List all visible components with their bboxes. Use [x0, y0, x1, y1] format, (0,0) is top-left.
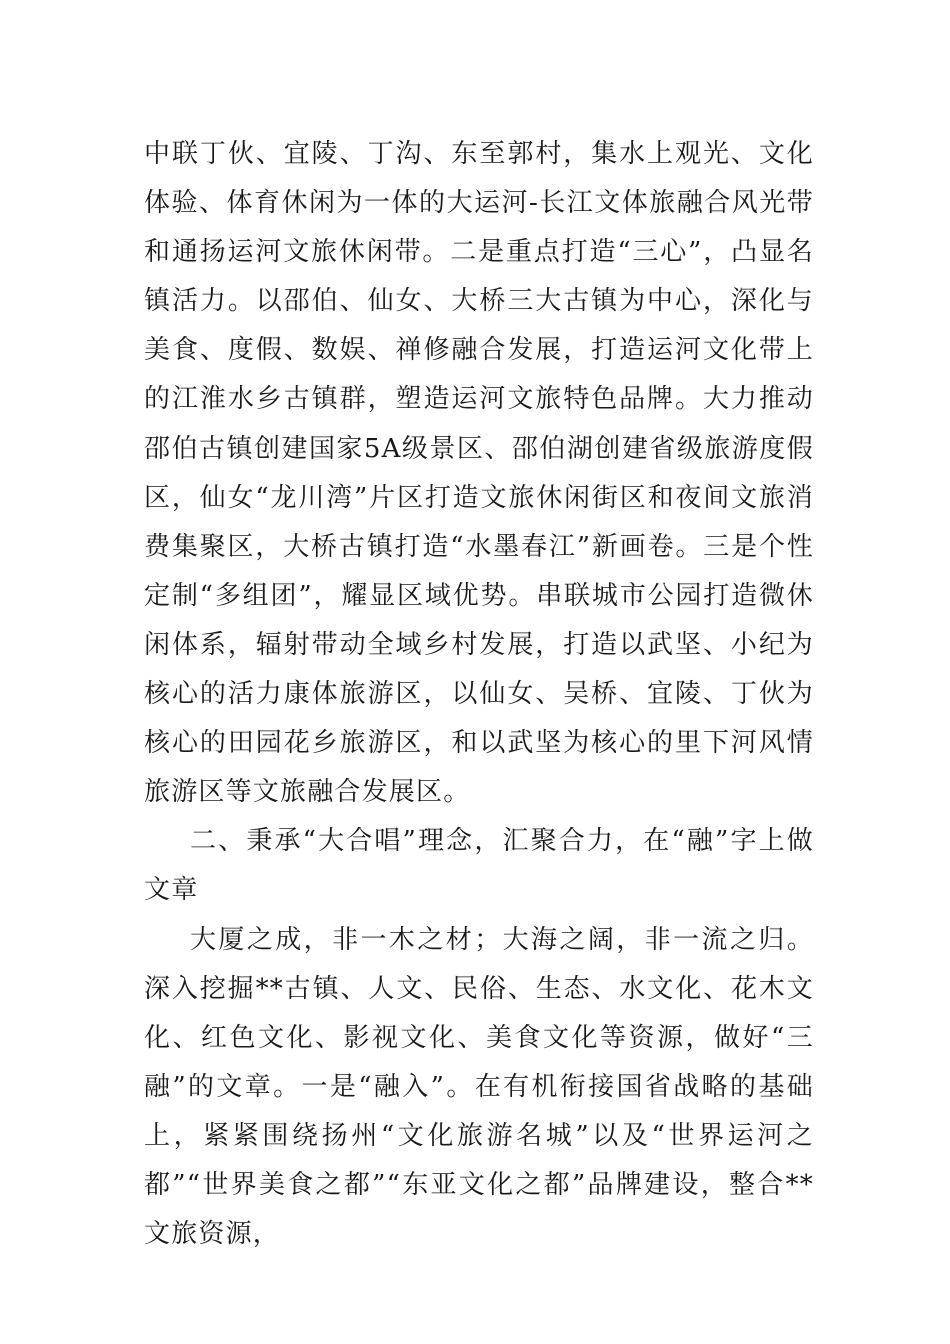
document-body — [144, 130, 814, 1259]
paragraph-body: 大厦之成，非一木之材；大海之阔，非一流之归。深入挖掘**古镇、人文、民俗、生态、水文化、花木文化、红色文化、影视文化、美食文化等资源，做好“三融”的文章。一是“融入”。在有机衔接国省战略的基础上，紧紧围绕扬州“文化旅游名城”以及“世界运河之都”“世界美食之都”“东亚文化之都”品牌建设，整合**文旅资源， — [144, 924, 814, 1250]
section-heading: 二、秉承“大合唱”理念，汇聚合力，在“融”字上做文章 — [144, 826, 814, 906]
paragraph-continuation: 中联丁伙、宜陵、丁沟、东至郭村，集水上观光、文化体验、体育休闲为一体的大运河-长江文体旅融合风光带和通扬运河文旅休闲带。二是重点打造“三心”，凸显名镇活力。以邵伯、仙女、大桥三大古镇为中心，深化与美食、度假、数娱、禅修融合发展，打造运河文化带上的江淮水乡古镇群，塑造运河文旅特色品牌。大力推动邵伯古镇创建国家5A级景区、邵伯湖创建省级旅游度假区，仙女“龙川湾”片区打造文旅休闲街区和夜间文旅消费集聚区，大桥古镇打造“水墨春江”新画卷。三是个性定制“多组团”，耀显区域优势。串联城市公园打造微休闲体系，辐射带动全域乡村发展，打造以武坚、小纪为核心的活力康体旅游区，以仙女、吴桥、宜陵、丁伙为核心的田园花乡旅游区，和以武坚为核心的里下河风情旅游区等文旅融合发展区。 — [144, 139, 814, 808]
